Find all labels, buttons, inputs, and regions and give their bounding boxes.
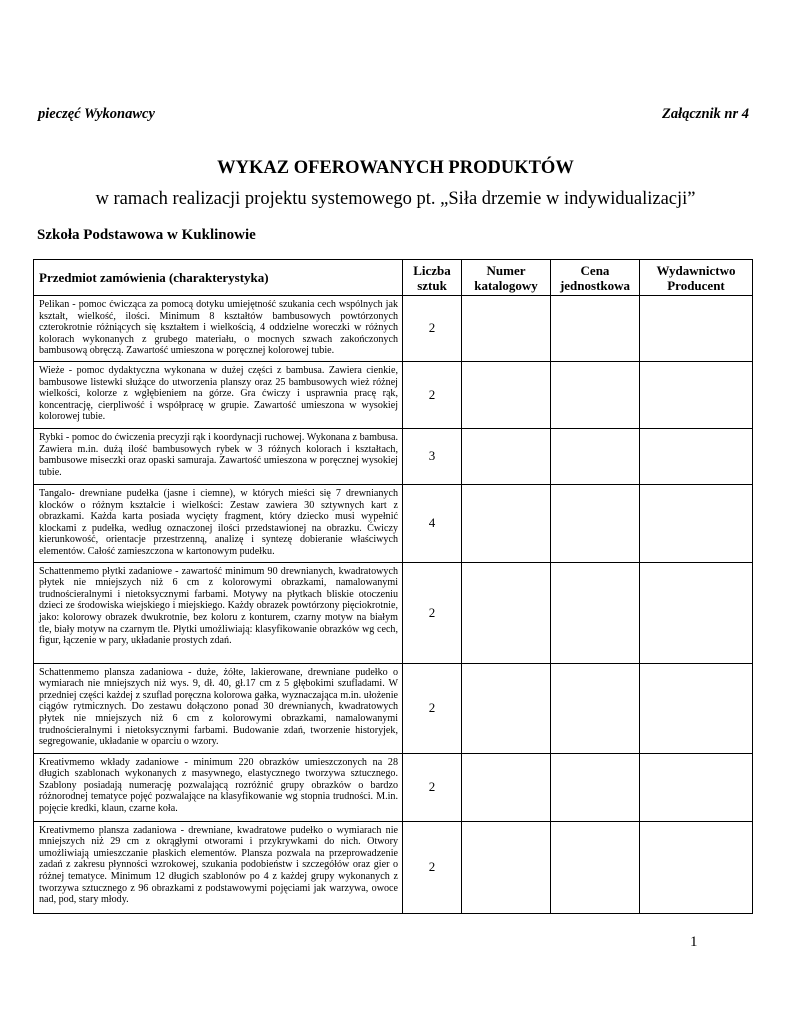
unit-price-cell	[551, 562, 640, 663]
publisher-cell	[640, 663, 753, 753]
unit-price-cell	[551, 428, 640, 484]
product-description: Pelikan - pomoc ćwicząca za pomocą dotyku umiejętność szukania cech wspólnych jak kształt, wielkość, ilości. Minimum 8 kształtów bambusowych powtórzonych czterokrotnie różniących się kształtem i wielkością, 4 oddzielne woreczki w różnych kolorach wykonanych z grubego materiału, o mocnych szwach zakończonych bambusową obręczą. Zawartość umieszona w poręcznej kolorowej tubie.	[34, 296, 403, 362]
table-row	[34, 663, 753, 753]
table-row	[34, 361, 753, 428]
unit-price-cell	[551, 663, 640, 753]
document-subtitle: w ramach realizacji projektu systemowego pt. „Siła drzemie w indywidualizacji”	[95, 189, 696, 209]
publisher-cell	[640, 753, 753, 821]
unit-price-cell	[551, 821, 640, 913]
unit-price-cell	[551, 296, 640, 362]
catalog-number-cell	[462, 361, 551, 428]
publisher-cell	[640, 562, 753, 663]
unit-price-cell	[551, 361, 640, 428]
catalog-number-cell	[462, 663, 551, 753]
product-quantity: 2	[403, 361, 462, 428]
page-number: 1	[690, 934, 698, 950]
product-description: Schattenmemo płytki zadaniowe - zawartość minimum 90 drewnianych, kwadratowych płytek nie mniejszych niż 6 cm z kolorowymi obrazkami, namalowanymi trudnościeralnymi i nietoksycznymi farbami. Motywy na płytkach bliskie otoczeniu dzieci ze środowiska wiejskiego i miejskiego. Każdy obrazek powtórzony pięciokrotnie, jako: kolorowy obrazek dwukrotnie, bez koloru z konturem, czarny motyw na białym tle, biały motyw na czarnym tle. Płytki umożliwiają: klasyfikowanie obrazków wg cech, figur, łączenie w pary, układanie prostych zdań.	[34, 562, 403, 663]
product-quantity: 2	[403, 663, 462, 753]
catalog-number-cell	[462, 484, 551, 562]
document-title: WYKAZ OFEROWANYCH PRODUKTÓW	[217, 158, 574, 178]
contractor-stamp-label: pieczęć Wykonawcy	[38, 106, 155, 122]
product-quantity: 2	[403, 821, 462, 913]
publisher-cell	[640, 821, 753, 913]
catalog-number-cell	[462, 753, 551, 821]
product-quantity: 2	[403, 296, 462, 362]
column-header-description: Przedmiot zamówienia (charakterystyka)	[34, 260, 403, 296]
product-description: Schattenmemo plansza zadaniowa - duże, żółte, lakierowane, drewniane pudełko o wymiarach nie mniejszych niż wys. 9, dł. 40, gł.17 cm z 5 głębokimi szufladami. W przedniej części każdej z szuflad poręczna kolorowa gałka, wyznaczająca m.in. ułożenie ciągów rytmicznych. Do zestawu dołączono ponad 30 drewnianych, kwadratowych płytek nie mniejszych niż 6 cm z kolorowymi obrazkami, namalowanymi trudnościeralnymi i nietoksycznymi farbami. Budowanie zdań, tworzenie historyjek, segregowanie, układanie w oparciu o wzory.	[34, 663, 403, 753]
products-table	[33, 259, 753, 914]
column-header-quantity: Liczba sztuk	[403, 260, 462, 296]
product-quantity: 4	[403, 484, 462, 562]
attachment-label: Załącznik nr 4	[661, 106, 749, 122]
table-row	[34, 296, 753, 362]
product-description: Kreativmemo plansza zadaniowa - drewniane, kwadratowe pudełko o wymiarach nie mniejszych niż 29 cm z okrągłymi otworami i przykrywkami do nich. Otwory umożliwiają umieszczanie płaskich elementów. Plansza pozwala na przeprowadzenie zadań z zakresu płynności wzrokowej, szukania podobieństw i szczegółów oraz gier o różnej tematyce. Minimum 12 długich szablonów po 4 z każdej grupy wykonanych z tworzywa sztucznego z 96 obrazkami z podstawowymi pojęciami jak warzywa, owoce nad, pod, stary młody.	[34, 821, 403, 913]
catalog-number-cell	[462, 296, 551, 362]
table-row	[34, 428, 753, 484]
table-row	[34, 484, 753, 562]
table-row	[34, 821, 753, 913]
publisher-cell	[640, 296, 753, 362]
product-quantity: 3	[403, 428, 462, 484]
unit-price-cell	[551, 484, 640, 562]
publisher-cell	[640, 484, 753, 562]
catalog-number-cell	[462, 428, 551, 484]
publisher-cell	[640, 428, 753, 484]
table-row	[34, 562, 753, 663]
column-header-unit-price: Cena jednostkowa	[551, 260, 640, 296]
school-name: Szkoła Podstawowa w Kuklinowie	[37, 227, 256, 243]
column-header-catalog-number: Numer katalogowy	[462, 260, 551, 296]
product-description: Rybki - pomoc do ćwiczenia precyzji rąk i koordynacji ruchowej. Wykonana z bambusa. Zawiera m.in. dużą ilość bambusowych rybek w 3 różnych kolorach i kształtach, bambusowe miseczki oraz opaski samuraja. Zawartość umieszona w poręcznej wysokiej tubie.	[34, 428, 403, 484]
column-header-publisher: Wydawnictwo Producent	[640, 260, 753, 296]
catalog-number-cell	[462, 821, 551, 913]
table-header-row	[34, 260, 753, 296]
product-description: Kreativmemo wkłady zadaniowe - minimum 220 obrazków umieszczonych na 28 długich szablonach wykonanych z masywnego, elastycznego tworzywa sztucznego. Szablony posiadają numerację pozwalającą rozróżnić grupy obrazków o bardzo różnorodnej tematyce pojęć pozwalające na klasyfikowanie wg stopnia trudności. M.in. pojęcie kredki, klaun, czarne koła.	[34, 753, 403, 821]
product-quantity: 2	[403, 753, 462, 821]
product-quantity: 2	[403, 562, 462, 663]
table-row	[34, 753, 753, 821]
product-description: Tangalo- drewniane pudełka (jasne i ciemne), w których mieści się 7 drewnianych klocków o różnym kształcie i wielkości: Zestaw zawiera 30 sztywnych kart z obrazkami. Każda karta posiada wycięty fragment, który dziecko musi wypełnić klockami z pudełka, według oznaczonej ilości przedstawionej na obrazku. Ćwiczy kierunkowość, orientacje przestrzenną, analizę i syntezę dobieranie właściwych elementów. Całość zamieszczona w kartonowym pudełku.	[34, 484, 403, 562]
catalog-number-cell	[462, 562, 551, 663]
publisher-cell	[640, 361, 753, 428]
product-description: Wieże - pomoc dydaktyczna wykonana w dużej części z bambusa. Zawiera cienkie, bambusowe listewki służące do utworzenia planszy oraz 25 bambusowych wież różnej wielkości, kolorze z wgłębieniem na górze. Gra ćwiczy i usprawnia pracę rąk, koncentrację, cierpliwość i współpracę w grupie. Zawartość umieszona w wysokiej kolorowej tubie.	[34, 361, 403, 428]
unit-price-cell	[551, 753, 640, 821]
